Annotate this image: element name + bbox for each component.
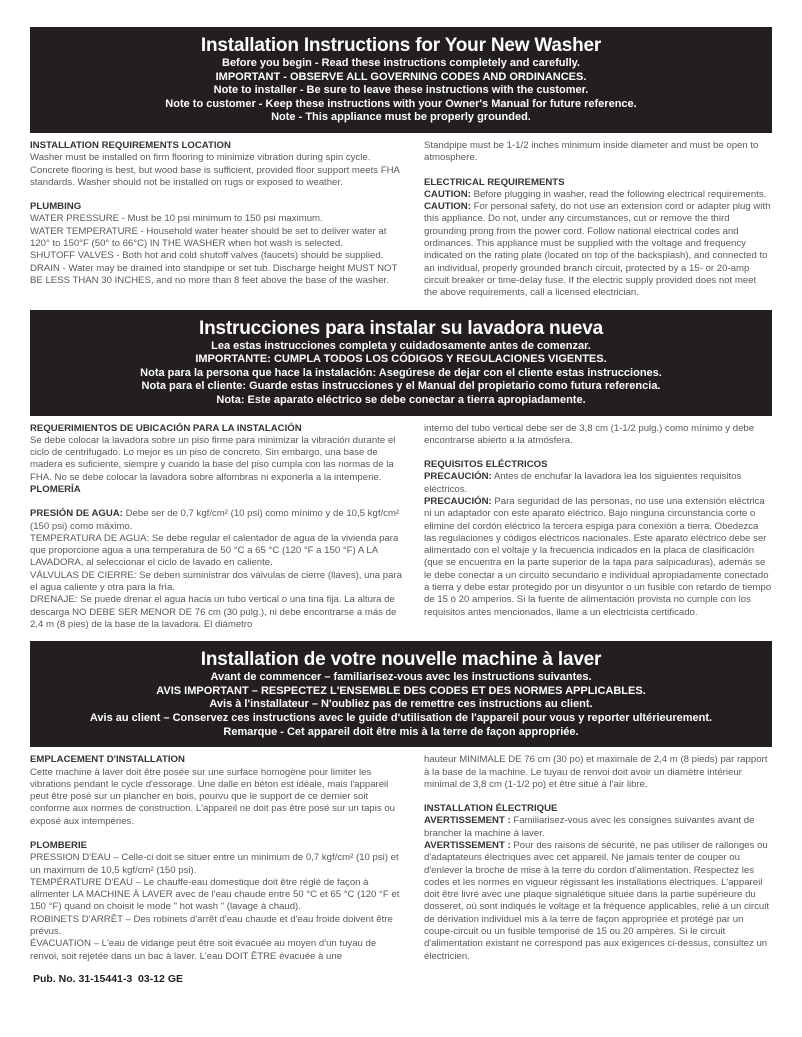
column-spanish-left bbox=[30, 423, 406, 632]
heading-electrical-requirements: ELECTRICAL REQUIREMENTS bbox=[424, 176, 565, 188]
columns-english bbox=[30, 140, 772, 300]
banner-line: Remarque - Cet appareil doit être mis à la terre de façon appropriée. bbox=[223, 725, 579, 738]
column-french-right bbox=[424, 754, 772, 963]
banner-line: Avis à l'installateur – N'oubliez pas de remettre ces instructions au client. bbox=[209, 698, 593, 711]
heading-installation-electrique: INSTALLATION ÉLECTRIQUE bbox=[424, 803, 558, 815]
para-evacuation: ÉVACUATION – L'eau de vidange peut être soit évacuée au moyen d'un tuyau de renvoi, soit rejetée dans un bac à laver. L'eau DOIT ÊTRE évacuée à une bbox=[30, 938, 377, 962]
heading-installation-requirements: INSTALLATION REQUIREMENTS LOCATION bbox=[30, 139, 231, 151]
banner-spanish bbox=[30, 310, 772, 416]
para-valvulas-cierre: VÁLVULAS DE CIERRE: Se deben suministrar dos válvulas de cierre (llaves), una para el agua caliente y otra para la fría. bbox=[30, 569, 403, 594]
banner-line: Lea estas instrucciones completa y cuidadosamente antes de comenzar. bbox=[211, 339, 591, 352]
banner-title-french: Installation de votre nouvelle machine à laver bbox=[200, 649, 602, 671]
banner-line: Note - This appliance must be properly grounded. bbox=[271, 111, 531, 124]
banner-title-spanish: Instrucciones para instalar su lavadora nueva bbox=[199, 317, 603, 339]
banner-line: IMPORTANT - OBSERVE ALL GOVERNING CODES AND ORDINANCES. bbox=[215, 70, 587, 83]
precaucion-label: PRECAUCIÓN: bbox=[424, 495, 492, 507]
heading-plomeria: PLOMERÍA bbox=[30, 483, 81, 495]
banner-english bbox=[30, 27, 772, 133]
publication-number: Pub. No. 31-15441-3 03-12 GE bbox=[33, 972, 183, 985]
precaucion-text: Antes de enchufar la lavadora lea los siguientes requisitos eléctricos. bbox=[424, 471, 742, 495]
avertissement-label: AVERTISSEMENT : bbox=[424, 840, 511, 851]
column-english-right bbox=[424, 140, 772, 300]
columns-french bbox=[30, 754, 772, 963]
para-drain: DRAIN - Water may be drained into standpipe or set tub. Discharge height MUST NOT BE LESS THAN 30 INCHES, and no more than 8 feet above the base of the washer. bbox=[30, 262, 398, 286]
para-shutoff-valves: SHUTOFF VALVES - Both hot and cold shutoff valves (faucets) should be supplied. bbox=[30, 250, 384, 262]
caution-text: For personal safety, do not use an extension cord or adapter plug with this appliance. Do not, under any circumstances, cut or remove the third grounding prong from the power cord. Follow national electrical codes and ordinances. This appliance must be supplied with the voltage and frequency indicated on the rating plate (located on top of the backsplash), and connected to an individual, properly grounded branch circuit, protected by a 15- or 20-amp circuit breaker or time-delay fuse. If the electric supply provided does not meet the above requirements, call a licensed electrician. bbox=[424, 201, 771, 299]
caution-text: Before plugging in washer, read the following electrical requirements. bbox=[470, 188, 767, 200]
para-temperature-eau: TEMPÉRATURE D'EAU – Le chauffe-eau domestique doit être réglé de façon à alimenter LA MACHINE À LAVER avec de l'eau chaude entre 50 °C et 65 °C (120 °F et 150 °F) quand on choisit le mode " hot wash " (lavage à chaud). bbox=[30, 876, 400, 913]
avertissement-label: AVERTISSEMENT : bbox=[424, 815, 511, 827]
precaucion-label: PRECAUCIÓN: bbox=[424, 471, 492, 483]
column-english-left bbox=[30, 140, 406, 300]
banner-line: IMPORTANTE: CUMPLA TODOS LOS CÓDIGOS Y REGULACIONES VIGENTES. bbox=[195, 353, 607, 366]
presion-label: PRESIÓN DE AGUA: bbox=[30, 508, 123, 520]
para-drenaje: DRENAJE: Se puede drenar el agua hacia un tubo vertical o una tina fija. La altura de descarga NO DEBE SER MENOR DE 76 cm (30 pulg.), ni debe encontrarse a más de 2,4 m (8 pies) de la base de la lavadora. El diámetro bbox=[30, 594, 397, 630]
para-emplacement: Cette machine à laver doit être posée sur une surface homogène pour limiter les vibrations pendant le cycle d'essorage. Une dalle en béton est idéale, mais l'appareil peut être posé sur un plancher en bois, pourvu que le support de ce dernier soit conforme aux normes de construction. L'appareil ne doit pas être posé sur un tapis ou exposé aux intempéries. bbox=[30, 766, 396, 827]
banner-line: Nota para el cliente: Guarde estas instrucciones y el Manual del propietario como futura referencia. bbox=[141, 380, 661, 393]
para-water-pressure: WATER PRESSURE - Must be 10 psi minimum to 150 psi maximum. bbox=[30, 213, 323, 225]
heading-requisitos-electricos: REQUISITOS ELÉCTRICOS bbox=[424, 459, 548, 471]
presion-text: Debe ser de 0,7 kgf/cm² (10 psi) como mínimo y de 10,5 kgf/cm² (150 psi) como máximo. bbox=[30, 508, 400, 532]
para-precaucion-1 bbox=[424, 471, 772, 496]
para-avertissement-1 bbox=[424, 815, 772, 840]
banner-line: AVIS IMPORTANT – RESPECTEZ L'ENSEMBLE DES CODES ET DES NORMES APPLICABLES. bbox=[156, 684, 646, 697]
heading-requerimientos-ubicacion: REQUERIMIENTOS DE UBICACIÓN PARA LA INSTALACIÓN bbox=[30, 422, 302, 434]
para-location: Washer must be installed on firm flooring to minimize vibration during spin cycle. Concrete flooring is best, but wood base is sufficient, provided floor support meets FHA standards. Washer should not be installed on rugs or exposed to weather. bbox=[30, 152, 400, 188]
banner-line: Note to customer - Keep these instructions with your Owner's Manual for future reference. bbox=[165, 97, 637, 110]
para-water-temperature: WATER TEMPERATURE - Household water heater should be set to deliver water at 120° to 150°F (50° to 66°C) IN THE WASHER when hot wash is selected. bbox=[30, 225, 387, 250]
para-temperatura-agua: TEMPERATURA DE AGUA: Se debe regular el calentador de agua de la vivienda para que proporcione agua a una temperatura de 50 °C a 65 °C (120 °F a 150 °F) A LA LAVADORA, al seleccionar el ciclo de lavado en caliente. bbox=[30, 532, 399, 569]
heading-plumbing: PLUMBING bbox=[30, 201, 82, 213]
banner-line: Note to installer - Be sure to leave these instructions with the customer. bbox=[213, 84, 589, 97]
caution-label: CAUTION: bbox=[424, 201, 471, 213]
banner-line: Nota: Este aparato eléctrico se debe conectar a tierra apropiadamente. bbox=[216, 393, 586, 406]
banner-french bbox=[30, 641, 772, 747]
banner-title-english: Installation Instructions for Your New Washer bbox=[200, 35, 602, 56]
para-hauteur: hauteur MINIMALE DE 76 cm (30 po) et maximale de 2,4 m (8 pieds) par rapport à la base de la machine. Le tuyau de renvoi doit avoir un diamètre intérieur minimal de 3,8 cm (1-1/2 po) et être situé à l'air libre. bbox=[424, 754, 768, 790]
banner-line: Avant de commencer – familiarisez-vous avec les instructions suivantes. bbox=[210, 671, 592, 684]
banner-line: Nota para la persona que hace la instalación: Asegúrese de dejar con el cliente estas instrucciones. bbox=[140, 366, 662, 379]
para-standpipe: Standpipe must be 1-1/2 inches minimum inside diameter and must be open to atmosphere. bbox=[424, 139, 759, 164]
para-ubicacion: Se debe colocar la lavadora sobre un piso firme para minimizar la vibración durante el ciclo de centrifugado. Lo mejor es un piso de concreto. Sin embargo, una base de madera es suficiente, siempre y cuando la base del piso cumpla con las normas de la FHA. No se debe colocar la lavadora sobre alfombras ni exponerla a la intemperie. bbox=[30, 434, 396, 483]
precaucion-text: Para seguridad de las personas, no use una extensión eléctrica ni un adaptador con este aparato eléctrico. Bajo ninguna circunstancia corte o elimine del cordón eléctrico la tercera espiga para conexión a tierra. Obedezca las regulaciones y códigos eléctricos nacionales. Este aparato eléctrico debe ser alimentado con el voltaje y la frecuencia indicados en la placa de clasificación (que se encuentra en la parte superior de la tapa para salpicaduras), además se le debe conectar a un circuito secundario e individual apropiadamente conectado a tierra y debe estar protegido por un disyuntor o un fusible con retardo de tiempo de 15 ó 20 amperios. Si la fuente de alimentación provista no cumple con los requisitos antes mencionados, llame a un electricista certificado. bbox=[424, 495, 772, 618]
para-presion-agua bbox=[30, 508, 406, 533]
banner-line: Avis au client – Conservez ces instructions avec le guide d'utilisation de l'appareil pour vous y reporter ultérieurement. bbox=[89, 712, 713, 725]
para-precaucion-2 bbox=[424, 496, 772, 619]
heading-emplacement: EMPLACEMENT D'INSTALLATION bbox=[30, 754, 185, 766]
columns-spanish bbox=[30, 423, 772, 632]
heading-plomberie: PLOMBERIE bbox=[30, 840, 88, 851]
para-tubo-vertical: interno del tubo vertical debe ser de 3,8 cm (1-1/2 pulg.) como mínimo y debe encontrarse abierto a la atmósfera. bbox=[424, 422, 755, 446]
para-avertissement-2 bbox=[424, 840, 772, 963]
avertissement-text: Familiarisez-vous avec les consignes suivantes avant de brancher la machine à laver. bbox=[424, 815, 755, 839]
column-french-left bbox=[30, 754, 406, 963]
caution-label: CAUTION: bbox=[424, 188, 471, 200]
para-robinets: ROBINETS D'ARRÊT – Des robinets d'arrêt d'eau chaude et d'eau froide doivent être prévus. bbox=[30, 913, 393, 938]
banner-line: Before you begin - Read these instructions completely and carefully. bbox=[222, 57, 580, 69]
avertissement-text: Pour des raisons de sécurité, ne pas utiliser de rallonges ou d'adaptateurs électriques avec cet appareil. Ne jamais tenter de couper ou d'enlever la broche de mise à la terre du cordon d'alimentation. Respectez les codes et les normes en vigueur régissant les installations électriques. L'appareil doit être livré avec une plaque signalétique située dans la partie supérieure du dosseret, où sont indiqués le voltage et la fréquence applicables, relié à un circuit de dérivation individuel mis à la terre de façon appropriée et protégé par un coupe-circuit ou un fusible temporisé de 15 ou 20 ampères. Si le circuit d'alimentation existant ne correspond pas aux exigences ci-dessus, consultez un électricien. bbox=[424, 840, 770, 962]
para-caution-2 bbox=[424, 201, 772, 299]
para-pression-eau: PRESSION D'EAU – Celle-ci doit se situer entre un minimum de 0,7 kgf/cm² (10 psi) et un maximum de 10,5 kgf/cm² (150 psi). bbox=[30, 852, 399, 876]
column-spanish-right bbox=[424, 423, 772, 632]
para-caution-1 bbox=[424, 189, 772, 201]
